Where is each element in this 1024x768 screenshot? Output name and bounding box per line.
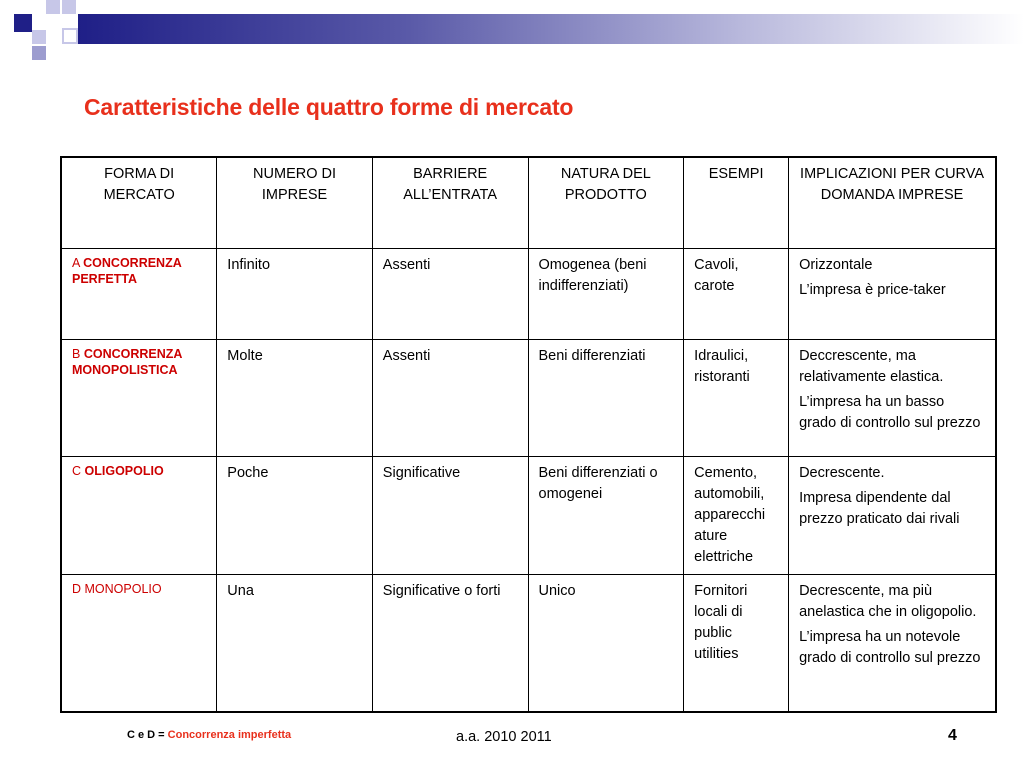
column-header: FORMA DI MERCATO [61,157,217,248]
decor-square [14,14,32,32]
esempi-cell: Cemento, automobili, apparecchi ature elettriche [684,456,789,574]
barriere-cell: Significative [372,456,528,574]
row-letter: A [72,255,80,270]
column-header: BARRIERE ALL’ENTRATA [372,157,528,248]
table-row [61,456,996,574]
decor-square [32,46,46,60]
numero-cell: Poche [217,456,373,574]
decor-square [46,0,60,14]
implicazioni-line: Decrescente, ma più anelastica che in oligopolio. [799,582,977,620]
esempi-cell: Idraulici, ristoranti [684,339,789,456]
barriere-cell: Significative o forti [372,574,528,712]
column-header: NATURA DEL PRODOTTO [528,157,684,248]
esempi-cell: Cavoli, carote [684,248,789,339]
market-form-cell [61,248,217,339]
footer-note-value: Concorrenza imperfetta [167,729,292,741]
row-letter: C [72,463,82,478]
implicazioni-line: Deccrescente, ma relativamente elastica. [799,347,944,385]
market-form-name: MONOPOLIO [84,581,162,596]
column-header: ESEMPI [684,157,789,248]
decor-square [32,14,46,28]
implicazioni-line: Orizzontale [799,256,873,273]
decor-square [62,0,76,14]
footer-note [127,729,291,741]
implicazioni-cell [789,456,996,574]
natura-cell: Beni differenziati [528,339,684,456]
barriere-cell: Assenti [372,248,528,339]
market-form-name: OLIGOPOLIO [84,463,164,478]
implicazioni-line: L’impresa è price-taker [799,281,946,298]
natura-cell: Unico [528,574,684,712]
market-form-cell [61,456,217,574]
header-gradient-bar [78,14,1024,44]
implicazioni-cell [789,248,996,339]
natura-cell: Omogenea (beni indifferenziati) [528,248,684,339]
row-letter: B [72,346,81,361]
table-row [61,574,996,712]
decor-square [62,28,78,44]
footer-academic-year: a.a. 2010 2011 [456,729,552,745]
column-header: NUMERO DI IMPRESE [217,157,373,248]
implicazioni-cell [789,574,996,712]
natura-cell: Beni differenziati o omogenei [528,456,684,574]
market-forms-table [60,156,997,713]
column-header: IMPLICAZIONI PER CURVA DOMANDA IMPRESE [789,157,996,248]
market-form-cell [61,339,217,456]
page-number: 4 [948,727,957,744]
slide-title: Caratteristiche delle quattro forme di mercato [84,94,574,120]
implicazioni-line: Impresa dipendente dal prezzo praticato dai rivali [799,489,960,527]
table-row [61,339,996,456]
market-form-name: CONCORRENZA MONOPOLISTICA [72,346,182,378]
market-form-cell [61,574,217,712]
numero-cell: Molte [217,339,373,456]
implicazioni-line: Decrescente. [799,464,885,481]
numero-cell: Una [217,574,373,712]
implicazioni-line: L’impresa ha un basso grado di controllo sul prezzo [799,393,981,431]
market-form-name: CONCORRENZA PERFETTA [72,255,182,287]
numero-cell: Infinito [217,248,373,339]
barriere-cell: Assenti [372,339,528,456]
decor-square [32,30,46,44]
table-header-row [61,157,996,248]
implicazioni-cell [789,339,996,456]
esempi-cell: Fornitori locali di public utilities [684,574,789,712]
footer-note-label: C e D = [127,729,165,741]
row-letter: D [72,581,82,596]
implicazioni-line: L’impresa ha un notevole grado di controllo sul prezzo [799,628,981,666]
table-row [61,248,996,339]
